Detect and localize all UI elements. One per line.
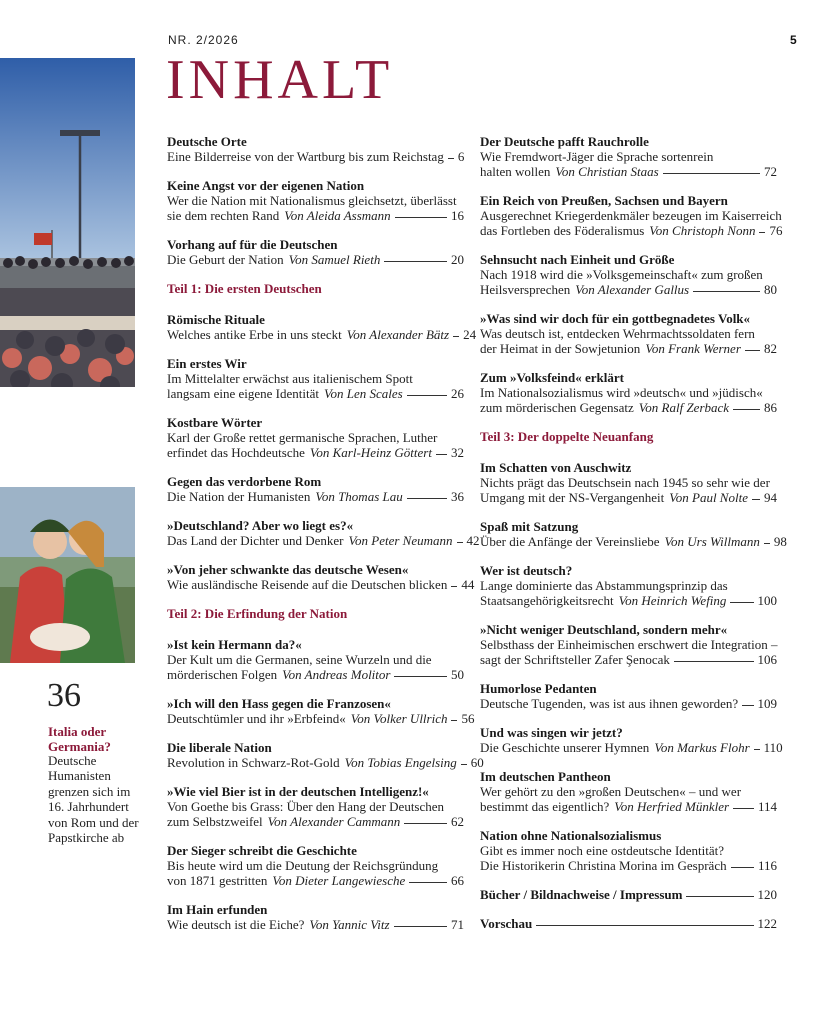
entry-author: Von Yannic Vitz xyxy=(309,917,390,932)
entry-page: 16 xyxy=(451,208,464,223)
entry-description: Nichts prägt das Deutschsein nach 1945 so sehr wie der xyxy=(480,475,770,490)
entry-page: 98 xyxy=(773,534,787,549)
entry-description: sie dem rechten Rand xyxy=(167,208,280,223)
entry-page: 6 xyxy=(457,149,465,164)
toc-entry[interactable] xyxy=(167,312,477,342)
toc-entry[interactable] xyxy=(480,193,783,238)
toc-entry[interactable] xyxy=(480,725,783,755)
entry-description: der Heimat in der Sowjetunion xyxy=(480,341,641,356)
entry-description: Wie Fremdwort-Jäger die Sprache sortenrein xyxy=(480,149,714,164)
entry-page: 44 xyxy=(461,577,475,592)
entry-last-line xyxy=(167,873,464,888)
toc-entry[interactable] xyxy=(480,134,777,179)
entry-description: Von Goethe bis Grass: Über den Hang der Deutschen xyxy=(167,799,445,814)
entry-description: Das Land der Dichter und Denker xyxy=(167,533,344,548)
entry-last-line xyxy=(480,740,783,755)
entry-title: Zum »Volksfeind« erklärt xyxy=(480,370,624,385)
leader-line xyxy=(404,823,447,824)
toc-entry[interactable] xyxy=(167,178,464,223)
entry-last-line xyxy=(480,223,783,238)
entry-title: Vorschau xyxy=(480,916,533,931)
leader-line xyxy=(436,454,447,455)
leader-line xyxy=(451,586,457,587)
entry-author: Von Thomas Lau xyxy=(315,489,403,504)
entry-title: Wer ist deutsch? xyxy=(480,563,573,578)
entry-title: »Von jeher schwankte das deutsche Wesen« xyxy=(167,562,409,577)
entry-author: Von Karl-Heinz Göttert xyxy=(309,445,432,460)
toc-entry[interactable] xyxy=(167,740,484,770)
entry-author: Von Christoph Nonn xyxy=(649,223,756,238)
leader-line xyxy=(407,498,447,499)
entry-last-line xyxy=(480,652,777,667)
toc-entry[interactable] xyxy=(167,474,464,504)
entry-last-line xyxy=(167,711,475,726)
entry-author: Von Markus Flohr xyxy=(654,740,750,755)
entry-author: Von Alexander Gallus xyxy=(575,282,690,297)
entry-description: Eine Bilderreise von der Wartburg bis zum Reichstag xyxy=(167,149,444,164)
entry-last-line xyxy=(167,755,484,770)
entry-description: Bis heute wird um die Deutung der Reichsgründung xyxy=(167,858,439,873)
entry-description: zum mörderischen Gegensatz xyxy=(480,400,634,415)
leader-line xyxy=(733,808,754,809)
entry-author: Von Christian Staas xyxy=(555,164,659,179)
page-title: INHALT xyxy=(166,49,394,111)
leader-line xyxy=(394,926,447,927)
entry-page: 94 xyxy=(764,490,777,505)
section-title: Teil 2: Die Erfindung der Nation xyxy=(167,606,348,621)
entry-last-line xyxy=(167,149,464,164)
entry-description: Welches antike Erbe in uns steckt xyxy=(167,327,342,342)
entry-page: 86 xyxy=(764,400,777,415)
entry-author: Von Ralf Zerback xyxy=(638,400,730,415)
entry-last-line xyxy=(480,164,777,179)
entry-description: erfindet das Hochdeutsche xyxy=(167,445,305,460)
entry-title: Keine Angst vor der eigenen Nation xyxy=(167,178,365,193)
leader-line xyxy=(384,261,447,262)
entry-title: Und was singen wir jetzt? xyxy=(480,725,623,740)
toc-entry[interactable] xyxy=(167,356,464,401)
toc-entry[interactable] xyxy=(480,519,787,549)
entry-description: Revolution in Schwarz-Rot-Gold xyxy=(167,755,340,770)
entry-title: Der Deutsche pafft Rauchrolle xyxy=(480,134,649,149)
entry-description: bestimmt das eigentlich? xyxy=(480,799,610,814)
leader-line xyxy=(663,173,760,174)
entry-page: 110 xyxy=(763,740,783,755)
toc-entry[interactable] xyxy=(167,784,464,829)
leader-line xyxy=(407,395,447,396)
leader-line xyxy=(731,867,754,868)
entry-description: Die Geschichte unserer Hymnen xyxy=(480,740,650,755)
toc-entry[interactable] xyxy=(167,415,464,460)
entry-page: 100 xyxy=(757,593,777,608)
entry-author: Von Dieter Langewiesche xyxy=(272,873,406,888)
entry-description: das Fortleben des Föderalismus xyxy=(480,223,645,238)
entry-author: Von Alexander Bätz xyxy=(346,327,450,342)
entry-description: von 1871 gestritten xyxy=(167,873,268,888)
leader-line xyxy=(394,676,447,677)
entry-last-line xyxy=(167,577,475,592)
entry-last-line xyxy=(167,814,464,829)
entry-page: 114 xyxy=(757,799,777,814)
section-title: Teil 3: Der doppelte Neuanfang xyxy=(480,429,654,444)
entry-last-line xyxy=(480,593,777,608)
entry-author: Von Aleida Assmann xyxy=(284,208,391,223)
toc-entry[interactable] xyxy=(480,769,777,814)
entry-title: »Wie viel Bier ist in der deutschen Intelligenz!« xyxy=(167,784,429,799)
leader-line xyxy=(453,336,459,337)
entry-last-line xyxy=(167,386,464,401)
toc-entry[interactable] xyxy=(167,134,464,164)
entry-last-line xyxy=(167,208,464,223)
toc-entry[interactable] xyxy=(167,902,464,932)
entry-description: Nach 1918 wird die »Volksgemeinschaft« zum großen xyxy=(480,267,763,282)
entry-page: 76 xyxy=(769,223,783,238)
entry-author: Von Andreas Molitor xyxy=(282,667,391,682)
entry-author: Von Heinrich Wefing xyxy=(618,593,727,608)
entry-description: Der Kult um die Germanen, seine Wurzeln und die xyxy=(167,652,432,667)
entry-description: Über die Anfänge der Vereinsliebe xyxy=(480,534,660,549)
entry-title: »Deutschland? Aber wo liegt es?« xyxy=(167,518,354,533)
entry-description: Karl der Große rettet germanische Sprachen, Luther xyxy=(167,430,438,445)
entry-author: Von Peter Neumann xyxy=(348,533,453,548)
leader-line xyxy=(409,882,447,883)
leader-line xyxy=(461,764,467,765)
leader-line xyxy=(686,896,753,897)
toc-entry[interactable] xyxy=(167,518,480,548)
entry-title: Spaß mit Satzung xyxy=(480,519,579,534)
entry-description: Wer gehört zu den »großen Deutschen« – und wer xyxy=(480,784,742,799)
entry-description: Die Geburt der Nation xyxy=(167,252,284,267)
entry-description: Selbsthass der Einheimischen erschwert die Integration – xyxy=(480,637,778,652)
entry-author: Von Urs Willmann xyxy=(664,534,760,549)
toc-entry[interactable] xyxy=(480,887,777,902)
entry-page: 109 xyxy=(757,696,777,711)
toc-left-column xyxy=(167,134,484,946)
entry-description: Heilsversprechen xyxy=(480,282,571,297)
entry-page: 20 xyxy=(451,252,464,267)
entry-description: Lange dominierte das Abstammungsprinzip das xyxy=(480,578,728,593)
entry-page: 106 xyxy=(757,652,777,667)
entry-author: Von Len Scales xyxy=(323,386,403,401)
entry-description: mörderischen Folgen xyxy=(167,667,278,682)
entry-page: 122 xyxy=(757,916,777,931)
entry-last-line xyxy=(480,696,777,711)
leader-line xyxy=(451,720,457,721)
entry-title: Der Sieger schreibt die Geschichte xyxy=(167,843,357,858)
entry-page: 71 xyxy=(451,917,464,932)
entry-description: Die Historikerin Christina Morina im Gespräch xyxy=(480,858,727,873)
feature-page-number: 36 xyxy=(47,677,81,714)
leader-line xyxy=(730,602,753,603)
toc-entry[interactable] xyxy=(167,696,475,726)
entry-author: Von Paul Nolte xyxy=(669,490,748,505)
painting-italia-germania xyxy=(0,487,135,663)
toc-entry[interactable] xyxy=(480,460,777,505)
entry-page: 56 xyxy=(461,711,475,726)
entry-last-line xyxy=(167,667,464,682)
entry-title: Vorhang auf für die Deutschen xyxy=(167,237,338,252)
entry-description: Im Nationalsozialismus wird »deutsch« und »jüdisch« xyxy=(480,385,763,400)
feature-headline: Italia oder Germania? xyxy=(48,724,111,754)
toc-entry[interactable] xyxy=(167,237,464,267)
page-number: 5 xyxy=(790,33,797,47)
entry-last-line xyxy=(480,799,777,814)
entry-description: Was deutsch ist, entdecken Wehrmachtssoldaten fern xyxy=(480,326,755,341)
toc-entry[interactable] xyxy=(167,843,464,888)
entry-author: Von Alexander Cammann xyxy=(267,814,401,829)
entry-page: 62 xyxy=(451,814,464,829)
entry-last-line xyxy=(167,917,464,932)
toc-entry[interactable] xyxy=(167,562,475,592)
entry-last-line xyxy=(480,282,777,297)
entry-description: Deutsche Tugenden, was ist aus ihnen geworden? xyxy=(480,696,739,711)
entry-last-line xyxy=(167,445,464,460)
entry-title: Deutsche Orte xyxy=(167,134,247,149)
leader-line xyxy=(745,350,760,351)
entry-description: Wie ausländische Reisende auf die Deutschen blicken xyxy=(167,577,448,592)
entry-description: Im Mittelalter erwächst aus italienischem Spott xyxy=(167,371,413,386)
leader-line xyxy=(674,661,754,662)
entry-page: 50 xyxy=(451,667,464,682)
issue-number: NR. 2/2026 xyxy=(168,33,239,47)
toc-entry[interactable] xyxy=(480,252,777,297)
entry-title: »Ist kein Hermann da?« xyxy=(167,637,302,652)
entry-description: Wer die Nation mit Nationalismus gleichsetzt, überlässt xyxy=(167,193,457,208)
berlin-wall-photo xyxy=(0,58,135,387)
toc-entry[interactable] xyxy=(480,681,777,711)
entry-author: Von Herfried Münkler xyxy=(614,799,730,814)
entry-author: Von Volker Ullrich xyxy=(350,711,448,726)
entry-page: 24 xyxy=(463,327,477,342)
entry-last-line xyxy=(480,400,777,415)
entry-page: 60 xyxy=(470,755,484,770)
leader-line xyxy=(733,409,760,410)
entry-description: Ausgerechnet Kriegerdenkmäler bezeugen im Kaiserreich xyxy=(480,208,782,223)
toc-right-column xyxy=(480,134,787,945)
leader-line xyxy=(395,217,447,218)
entry-title: Im deutschen Pantheon xyxy=(480,769,611,784)
entry-author: Von Tobias Engelsing xyxy=(344,755,457,770)
entry-page: 72 xyxy=(764,164,777,179)
toc-entry[interactable] xyxy=(480,370,777,415)
entry-page: 42 xyxy=(466,533,480,548)
entry-description: Die Nation der Humanisten xyxy=(167,489,311,504)
toc-entry[interactable] xyxy=(480,311,777,356)
leader-line xyxy=(754,749,760,750)
toc-entry[interactable] xyxy=(167,637,464,682)
entry-last-line xyxy=(480,490,777,505)
entry-title: »Ich will den Hass gegen die Franzosen« xyxy=(167,696,391,711)
entry-title: Bücher / Bildnachweise / Impressum xyxy=(480,887,683,902)
entry-title: Die liberale Nation xyxy=(167,740,272,755)
entry-description: Wie deutsch ist die Eiche? xyxy=(167,917,305,932)
entry-page: 82 xyxy=(764,341,777,356)
entry-description: Umgang mit der NS-Vergangenheit xyxy=(480,490,665,505)
entry-title: Im Hain erfunden xyxy=(167,902,268,917)
entry-title: Ein Reich von Preußen, Sachsen und Bayern xyxy=(480,193,728,208)
section-title: Teil 1: Die ersten Deutschen xyxy=(167,281,322,296)
entry-title: »Nicht weniger Deutschland, sondern mehr« xyxy=(480,622,728,637)
entry-title: Humorlose Pedanten xyxy=(480,681,597,696)
entry-last-line xyxy=(167,489,464,504)
entry-page: 120 xyxy=(757,887,777,902)
entry-title: Im Schatten von Auschwitz xyxy=(480,460,632,475)
leader-line xyxy=(752,499,760,500)
entry-last-line xyxy=(167,327,477,342)
entry-author: Von Samuel Rieth xyxy=(288,252,381,267)
entry-title: Ein erstes Wir xyxy=(167,356,247,371)
leader-line xyxy=(448,158,454,159)
entry-description: langsam eine eigene Identität xyxy=(167,386,319,401)
toc-entry[interactable] xyxy=(480,916,777,931)
entry-last-line xyxy=(480,858,777,873)
entry-page: 36 xyxy=(451,489,464,504)
toc-entry[interactable] xyxy=(480,622,777,667)
entry-last-line xyxy=(167,252,464,267)
entry-description: Staatsangehörigkeitsrecht xyxy=(480,593,614,608)
leader-line xyxy=(742,705,753,706)
entry-title: Kostbare Wörter xyxy=(167,415,263,430)
entry-page: 80 xyxy=(764,282,777,297)
entry-description: halten wollen xyxy=(480,164,551,179)
feature-description: Deutsche Humanisten grenzen sich im 16. Jahrhundert von Rom und der Papstkirche ab xyxy=(48,753,139,846)
leader-line xyxy=(759,232,765,233)
entry-title: Sehnsucht nach Einheit und Größe xyxy=(480,252,675,267)
entry-title: »Was sind wir doch für ein gottbegnadetes Volk« xyxy=(480,311,751,326)
leader-line xyxy=(457,542,463,543)
entry-title: Gegen das verdorbene Rom xyxy=(167,474,322,489)
entry-last-line xyxy=(480,534,787,549)
entry-last-line xyxy=(480,341,777,356)
entry-page: 66 xyxy=(451,873,464,888)
entry-description: zum Selbstzweifel xyxy=(167,814,263,829)
leader-line xyxy=(764,543,770,544)
entry-page: 32 xyxy=(451,445,464,460)
entry-description: Gibt es immer noch eine ostdeutsche Identität? xyxy=(480,843,725,858)
entry-title: Römische Rituale xyxy=(167,312,265,327)
entry-description: Deutschtümler und ihr »Erbfeind« xyxy=(167,711,346,726)
entry-last-line xyxy=(167,533,480,548)
entry-description: sagt der Schriftsteller Zafer Şenocak xyxy=(480,652,670,667)
entry-page: 116 xyxy=(757,858,777,873)
leader-line xyxy=(536,925,753,926)
toc-entry[interactable] xyxy=(480,828,777,873)
leader-line xyxy=(693,291,760,292)
entry-title: Nation ohne Nationalsozialismus xyxy=(480,828,662,843)
entry-author: Von Frank Werner xyxy=(645,341,741,356)
entry-page: 26 xyxy=(451,386,464,401)
toc-entry[interactable] xyxy=(480,563,777,608)
